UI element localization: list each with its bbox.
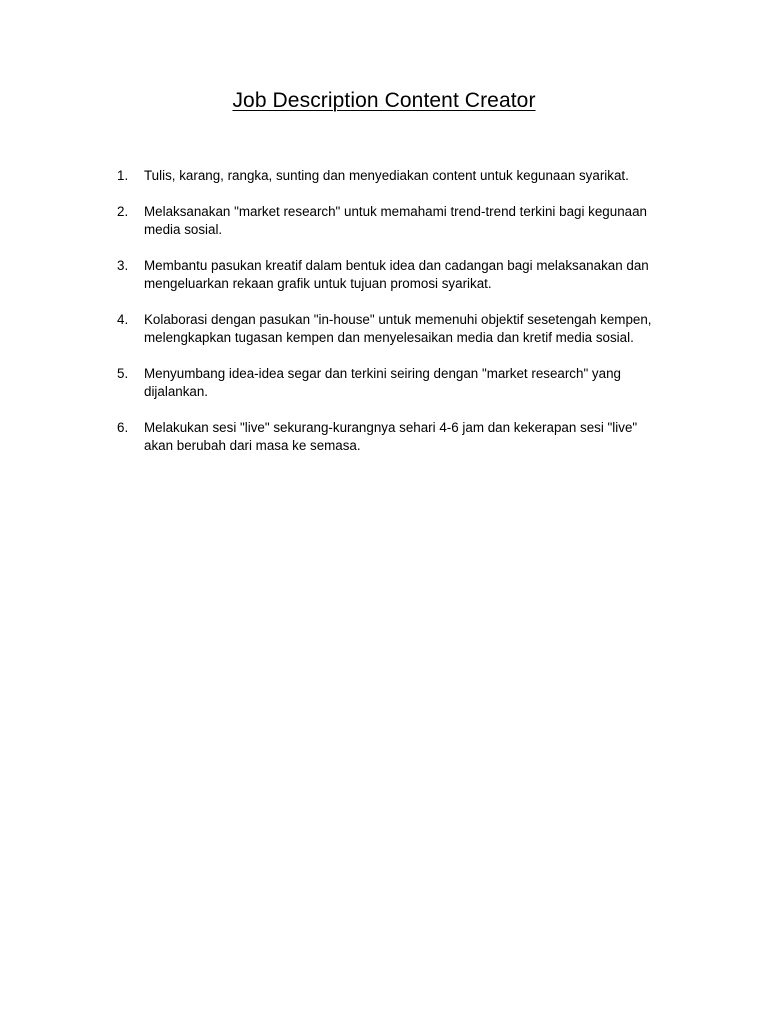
duty-item-4: [117, 311, 657, 347]
duty-number: 2.: [117, 204, 129, 219]
duty-number: 4.: [117, 312, 129, 327]
duty-number: 6.: [117, 420, 129, 435]
duty-item-3: [117, 257, 657, 293]
duty-item-5: [117, 365, 657, 401]
duty-text: Kolaborasi dengan pasukan "in-house" untuk memenuhi objektif sesetengah kempen, melengkapkan tugasan kempen dan menyelesaikan media dan kretif media sosial.: [144, 312, 652, 345]
duty-text: Melaksanakan "market research" untuk memahami trend-trend terkini bagi kegunaan media sosial.: [144, 204, 647, 237]
duty-text: Melakukan sesi "live" sekurang-kurangnya sehari 4-6 jam dan kekerapan sesi "live" akan berubah dari masa ke semasa.: [144, 420, 638, 453]
document-title: Job Description Content Creator: [232, 89, 536, 112]
duty-number: 5.: [117, 366, 129, 381]
duty-item-2: [117, 203, 657, 239]
duty-item-1: [117, 167, 657, 185]
duty-text: Menyumbang idea-idea segar dan terkini seiring dengan "market research" yang dijalankan.: [144, 366, 621, 399]
duty-number: 3.: [117, 258, 129, 273]
duty-list: [117, 167, 657, 473]
duty-text: Tulis, karang, rangka, sunting dan menyediakan content untuk kegunaan syarikat.: [144, 168, 629, 183]
duty-text: Membantu pasukan kreatif dalam bentuk idea dan cadangan bagi melaksanakan dan mengeluarkan rekaan grafik untuk tujuan promosi syarikat.: [144, 258, 649, 291]
duty-item-6: [117, 419, 657, 455]
duty-number: 1.: [117, 168, 129, 183]
